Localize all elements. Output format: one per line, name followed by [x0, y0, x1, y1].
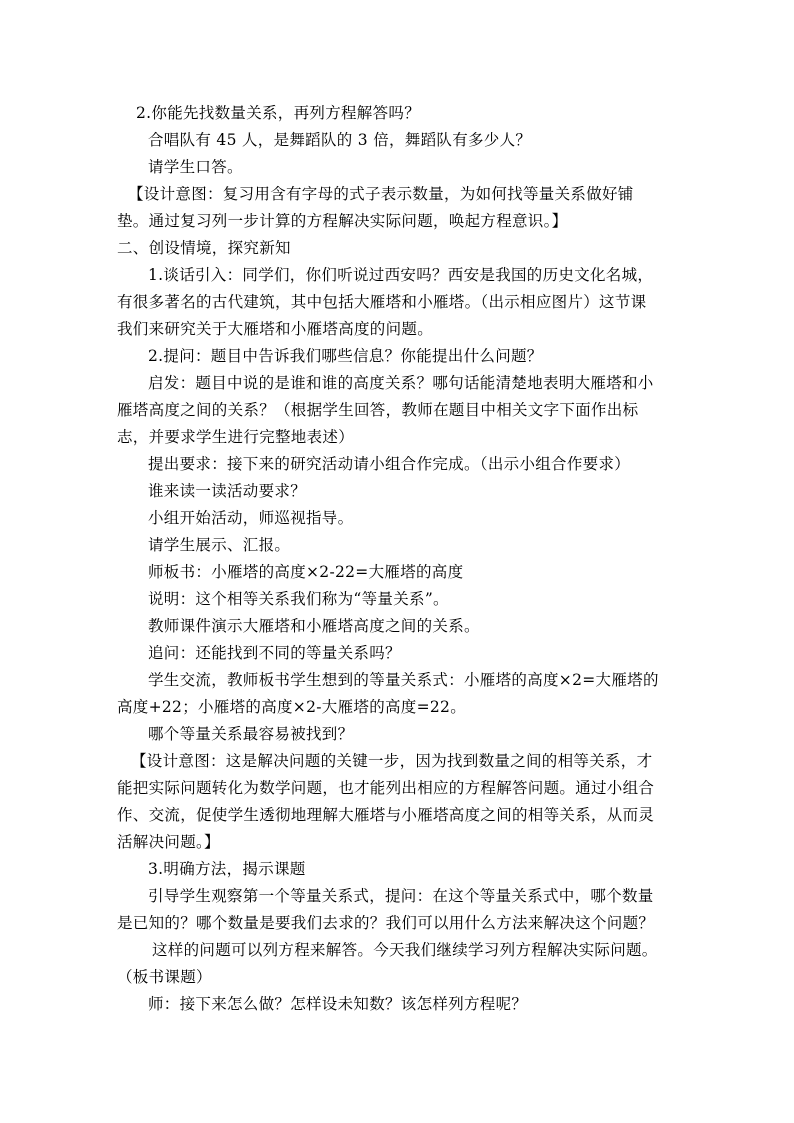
- text-line: 是已知的？哪个数量是要我们去求的？我们可以用什么方法来解决这个问题？: [117, 914, 655, 932]
- text-line: 1.谈话引入：同学们，你们听说过西安吗？西安是我国的历史文化名城，: [148, 266, 654, 284]
- text-line: 2.你能先找数量关系，再列方程解答吗？: [136, 104, 420, 122]
- text-line: 3.明确方法，揭示课题: [148, 860, 306, 878]
- text-line: 哪个等量关系最容易被找到？: [148, 725, 354, 743]
- text-line: 作、交流，促使学生透彻地理解大雁塔与小雁塔高度之间的相等关系，从而灵: [117, 806, 655, 824]
- text-line: 高度+22；小雁塔的高度×2-大雁塔的高度=22。: [117, 698, 467, 716]
- text-line: 我们来研究关于大雁塔和小雁塔高度的问题。: [117, 320, 434, 338]
- section-heading: 二、创设情境，探究新知: [117, 239, 291, 257]
- text-line: 谁来读一读活动要求？: [148, 482, 307, 500]
- text-line: 请学生口答。: [148, 158, 243, 176]
- text-line: 2.提问：题目中告诉我们哪些信息？你能提出什么问题？: [148, 347, 543, 365]
- text-line: 引导学生观察第一个等量关系式，提问：在这个等量关系式中，哪个数量: [148, 887, 654, 905]
- text-line: 雁塔高度之间的关系？（根据学生回答，教师在题目中相关文字下面作出标: [117, 401, 639, 419]
- text-line: 合唱队有 45 人，是舞蹈队的 3 倍，舞蹈队有多少人？: [148, 131, 532, 149]
- text-line: 学生交流，教师板书学生想到的等量关系式：小雁塔的高度×2=大雁塔的: [148, 671, 659, 689]
- text-line: 提出要求：接下来的研究活动请小组合作完成。（出示小组合作要求）: [148, 455, 631, 473]
- text-line: 活解决问题。】: [117, 833, 220, 851]
- text-line: 师板书：小雁塔的高度×2-22=大雁塔的高度: [148, 563, 464, 581]
- text-line: 请学生展示、汇报。: [148, 536, 291, 554]
- text-line: 追问：还能找到不同的等量关系吗？: [148, 644, 401, 662]
- text-line: 垫。通过复习列一步计算的方程解决实际问题，唤起方程意识。】: [117, 212, 568, 230]
- text-line: 这样的问题可以列方程来解答。今天我们继续学习列方程解决实际问题。: [152, 941, 658, 959]
- text-line: （板书课题）: [117, 968, 212, 986]
- text-line: 小组开始活动，师巡视指导。: [148, 509, 354, 527]
- text-line: 能把实际问题转化为数学问题，也才能列出相应的方程解答问题。通过小组合: [117, 779, 655, 797]
- text-line: 有很多著名的古代建筑，其中包括大雁塔和小雁塔。（出示相应图片）这节课: [117, 293, 647, 311]
- text-line: 【设计意图：复习用含有字母的式子表示数量，为如何找等量关系做好铺: [128, 185, 634, 203]
- text-line: 志，并要求学生进行完整地表述）: [117, 428, 355, 446]
- text-line: 【设计意图：这是解决问题的关键一步，因为找到数量之间的相等关系，才: [131, 752, 653, 770]
- text-line: 教师课件演示大雁塔和小雁塔高度之间的关系。: [148, 617, 480, 635]
- text-line: 说明：这个相等关系我们称为“等量关系”。: [148, 590, 449, 608]
- text-line: 启发：题目中说的是谁和谁的高度关系？哪句话能清楚地表明大雁塔和小: [148, 374, 654, 392]
- text-line: 师：接下来怎么做？怎样设未知数？该怎样列方程呢？: [148, 995, 528, 1013]
